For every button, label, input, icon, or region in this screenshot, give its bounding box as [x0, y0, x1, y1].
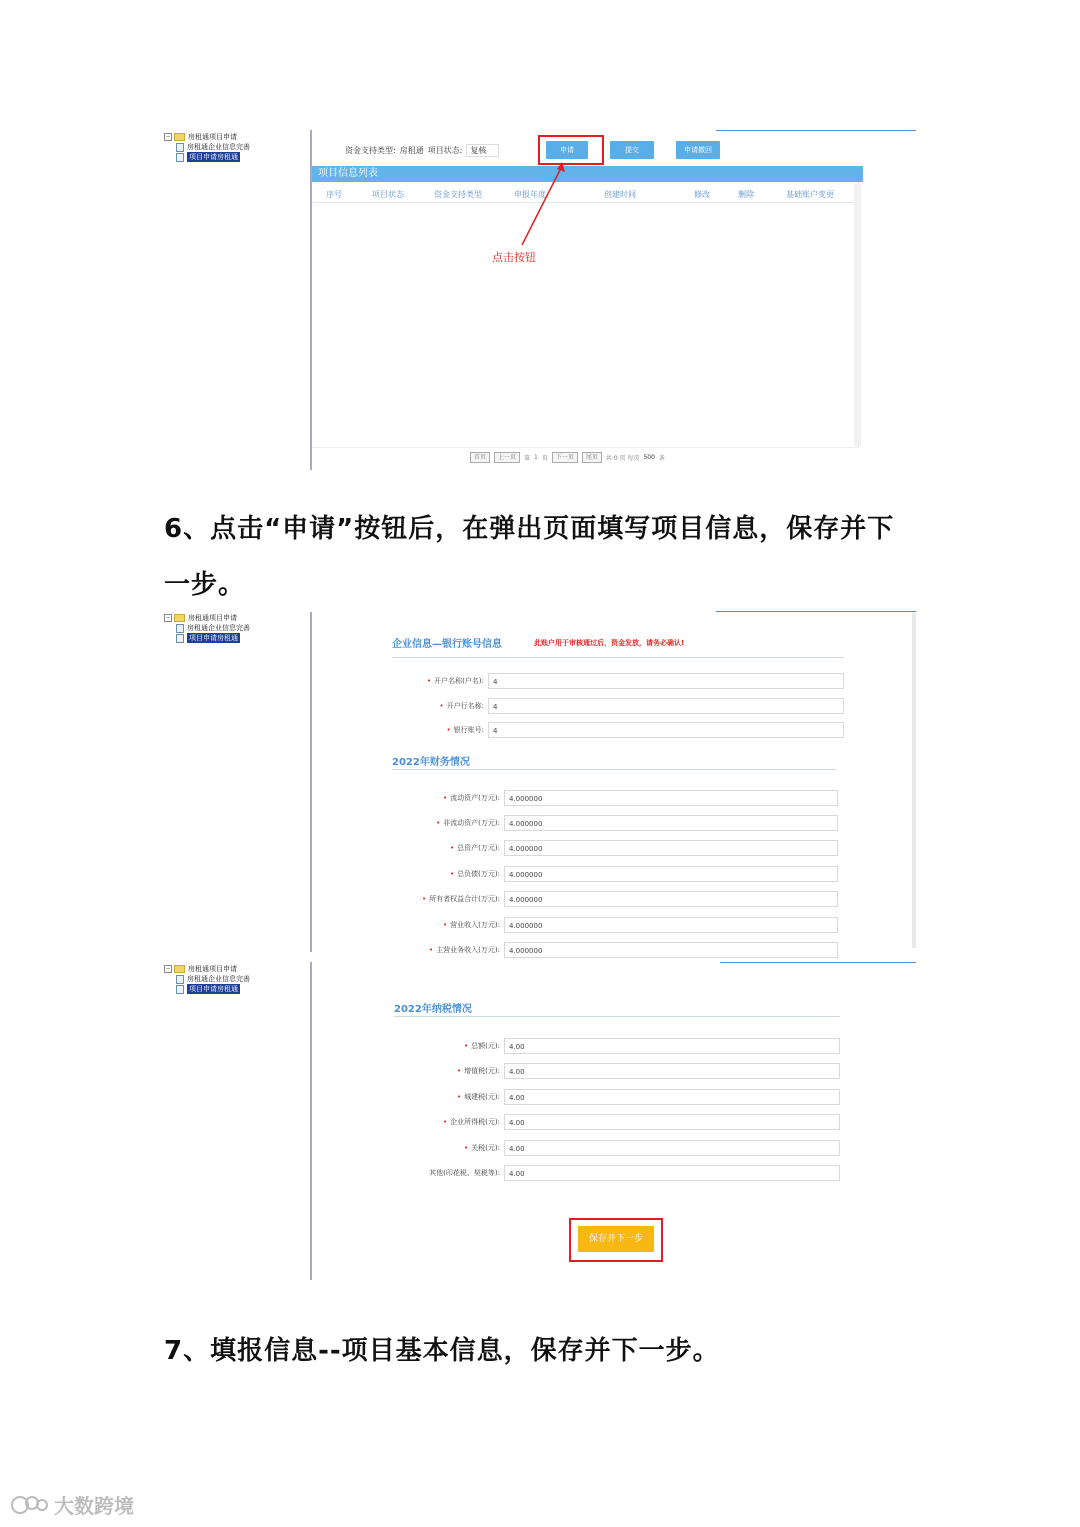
col-created[interactable]: 创建时间: [604, 190, 636, 199]
first-page-button[interactable]: 首页: [470, 452, 490, 463]
owner-equity-input[interactable]: 4.000000: [504, 891, 838, 907]
required-mark: •: [446, 726, 451, 734]
tree-item-label: 项目申请房租通: [189, 985, 238, 993]
tree-root[interactable]: [164, 964, 250, 974]
field-label: 营业收入(万元):: [450, 921, 500, 929]
bank-warning: 此账户用于审核通过后，资金发放，请务必确认!: [534, 639, 685, 647]
step6-text: 6、点击“申请”按钮后，在弹出页面填写项目信息，保存并下: [164, 514, 895, 544]
field-label: 开户行名称:: [446, 702, 484, 710]
col-status[interactable]: 项目状态: [372, 190, 404, 199]
field-bank-name: [316, 697, 484, 715]
col-index[interactable]: 序号: [326, 190, 342, 199]
folder-icon: [174, 133, 185, 141]
tree-item-label: 房租通企业信息完善: [187, 143, 250, 151]
watermark-logo-icon: [10, 1491, 50, 1519]
field-income-tax: [316, 1113, 500, 1131]
per-page-suffix: 条: [658, 455, 665, 462]
required-mark: •: [457, 1093, 462, 1101]
withdraw-button[interactable]: 申请撤回: [676, 141, 720, 159]
field-tax-total: [316, 1037, 500, 1055]
page-number[interactable]: 1: [534, 454, 538, 461]
required-mark: •: [450, 870, 455, 878]
submit-button[interactable]: 提交: [610, 141, 654, 159]
tree-item-label: 房租通企业信息完善: [187, 624, 250, 632]
income-tax-input[interactable]: 4.00: [504, 1114, 840, 1130]
field-label: 增值税(元):: [464, 1067, 500, 1075]
tree-root[interactable]: [164, 613, 250, 623]
field-label: 非流动资产(万元):: [443, 819, 500, 827]
section-divider: [392, 769, 836, 770]
section-divider: [394, 1016, 840, 1017]
callout-text: 点击按钮: [492, 251, 536, 264]
support-type-label: 资金支持类型:: [345, 146, 396, 155]
field-label: 城建税(元):: [464, 1093, 500, 1101]
vat-input[interactable]: 4.00: [504, 1063, 840, 1079]
revenue-input[interactable]: 4.000000: [504, 917, 838, 933]
field-other-tax: [316, 1164, 500, 1182]
required-mark: •: [464, 1144, 469, 1152]
collapse-icon[interactable]: −: [165, 133, 171, 140]
form-scrollbar[interactable]: [912, 613, 916, 948]
field-urban-tax: [316, 1088, 500, 1106]
section-divider: [392, 657, 844, 658]
customs-input[interactable]: 4.00: [504, 1140, 840, 1156]
finance-section-title: 2022年财务情况: [392, 757, 470, 768]
required-mark: •: [443, 921, 448, 929]
document-icon: [176, 153, 184, 162]
field-vat: [316, 1062, 500, 1080]
status-label: 项目状态:: [427, 146, 463, 155]
field-label: 其他(印花税、契税等):: [429, 1169, 500, 1177]
field-account-number: [316, 721, 484, 739]
required-mark: •: [436, 819, 441, 827]
tree-root-label: 房租通项目申请: [188, 133, 237, 141]
document-icon: [176, 985, 184, 994]
tree-item-project-apply[interactable]: [164, 633, 250, 643]
col-year[interactable]: 申报年度: [514, 190, 546, 199]
urban-tax-input[interactable]: 4.00: [504, 1089, 840, 1105]
field-label: 流动资产(万元):: [450, 794, 500, 802]
document-icon: [176, 634, 184, 643]
page-prefix: 第: [524, 455, 531, 462]
field-label: 开户名称(户名):: [434, 677, 484, 685]
apply-button[interactable]: 申请: [546, 141, 588, 159]
total-liabilities-input[interactable]: 4.000000: [504, 866, 838, 882]
tax-total-input[interactable]: 4.00: [504, 1038, 840, 1054]
support-type-value: 房租通: [399, 146, 424, 155]
total-assets-input[interactable]: 4.000000: [504, 840, 838, 856]
list-scrollbar[interactable]: [854, 184, 861, 446]
required-mark: •: [457, 1067, 462, 1075]
field-main-revenue: [316, 941, 500, 959]
page-suffix: 页: [541, 455, 548, 462]
last-page-button[interactable]: 尾页: [582, 452, 602, 463]
tree-item-label: 房租通企业信息完善: [187, 975, 250, 983]
tree-root[interactable]: [164, 132, 250, 142]
required-mark: •: [427, 677, 432, 685]
account-name-input[interactable]: 4: [488, 673, 844, 689]
field-total-liabilities: [316, 865, 500, 883]
total-pages: 共 0 页 每页: [605, 455, 640, 462]
top-border: [716, 130, 916, 131]
highlight-save: [569, 1218, 663, 1262]
required-mark: •: [422, 895, 427, 903]
field-label: 总负债(万元):: [457, 870, 500, 878]
pagination: [470, 452, 665, 463]
form-area-2: [316, 613, 912, 955]
field-current-assets: [316, 789, 500, 807]
tree-root-label: 房租通项目申请: [188, 614, 237, 622]
nav-tree-2: [164, 613, 250, 643]
list-title: 项目信息列表: [312, 166, 863, 182]
toolbar: [345, 144, 499, 157]
current-assets-input[interactable]: 4.000000: [504, 790, 838, 806]
per-page-value[interactable]: 500: [643, 454, 655, 461]
nav-tree-1: [164, 132, 250, 162]
field-label: 所有者权益合计(万元):: [429, 895, 500, 903]
tree-item-company-info[interactable]: [164, 142, 250, 152]
prev-page-button[interactable]: 上一页: [494, 452, 520, 463]
col-account-change[interactable]: 基础账户变更: [786, 190, 834, 199]
tree-item-label: 项目申请房租通: [189, 153, 238, 161]
bank-section-title: 企业信息—银行账号信息: [392, 639, 502, 650]
folder-icon: [174, 614, 185, 622]
field-noncurrent-assets: [316, 814, 500, 832]
col-edit[interactable]: 修改: [694, 190, 710, 199]
tree-item-project-apply[interactable]: [164, 152, 250, 162]
required-mark: •: [439, 702, 444, 710]
required-mark: •: [429, 946, 434, 954]
tax-section-title: 2022年纳税情况: [394, 1004, 472, 1015]
document-icon: [176, 624, 184, 633]
top-border: [720, 962, 916, 963]
field-total-assets: [316, 839, 500, 857]
document-icon: [176, 975, 184, 984]
required-mark: •: [443, 794, 448, 802]
tree-item-label: 项目申请房租通: [189, 634, 238, 642]
status-value[interactable]: 复核: [466, 144, 499, 157]
field-customs: [316, 1139, 500, 1157]
watermark-text: 大数跨境: [54, 1494, 134, 1518]
watermark: [10, 1490, 134, 1519]
step6-text-line2: 一步。: [164, 570, 246, 600]
account-number-input[interactable]: 4: [488, 722, 844, 738]
field-label: 总资产(万元):: [457, 844, 500, 852]
required-mark: •: [443, 1118, 448, 1126]
main-revenue-input[interactable]: 4.000000: [504, 942, 838, 958]
tree-item-project-apply[interactable]: [164, 984, 250, 994]
nav-tree-3: [164, 964, 250, 994]
step7-text: 7、填报信息--项目基本信息，保存并下一步。: [164, 1336, 720, 1366]
tree-root-label: 房租通项目申请: [188, 965, 237, 973]
callout-arrow: [510, 160, 570, 250]
field-label: 企业所得税(元):: [450, 1118, 500, 1126]
tree-item-company-info[interactable]: [164, 974, 250, 984]
field-label: 银行账号:: [453, 726, 484, 734]
col-support-type[interactable]: 资金支持类型: [434, 190, 482, 199]
field-revenue: [316, 916, 500, 934]
required-mark: •: [450, 844, 455, 852]
field-label: 关税(元):: [471, 1144, 500, 1152]
list-panel: [312, 182, 859, 448]
top-border: [716, 611, 916, 612]
bank-name-input[interactable]: 4: [488, 698, 844, 714]
field-label: 总额(元):: [471, 1042, 500, 1050]
panel-divider: [310, 612, 312, 952]
col-delete[interactable]: 删除: [738, 190, 754, 199]
form-area-3: [316, 964, 916, 1280]
field-account-name: [316, 672, 484, 690]
collapse-icon[interactable]: −: [165, 965, 171, 972]
field-owner-equity: [316, 890, 500, 908]
other-tax-input[interactable]: 4.00: [504, 1165, 840, 1181]
tree-item-company-info[interactable]: [164, 623, 250, 633]
next-page-button[interactable]: 下一页: [552, 452, 578, 463]
noncurrent-assets-input[interactable]: 4.000000: [504, 815, 838, 831]
save-next-button[interactable]: 保存并下一步: [578, 1226, 654, 1252]
field-label: 主营业务收入(万元):: [436, 946, 500, 954]
panel-divider: [310, 962, 312, 1280]
folder-icon: [174, 965, 185, 973]
collapse-icon[interactable]: −: [165, 614, 171, 621]
required-mark: •: [464, 1042, 469, 1050]
document-icon: [176, 143, 184, 152]
